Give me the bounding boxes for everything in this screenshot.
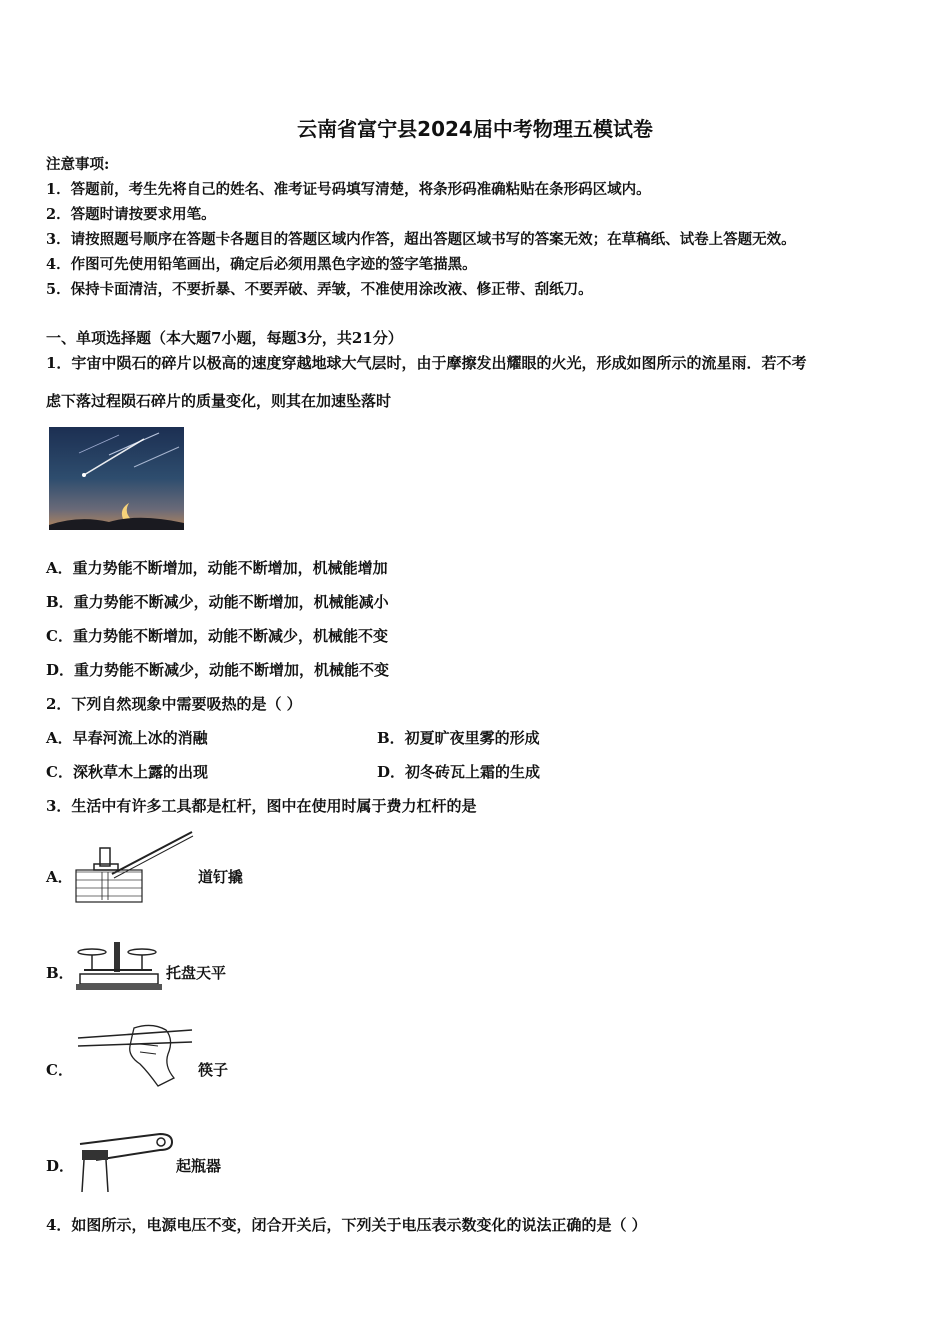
notice-heading: 注意事项:	[46, 156, 110, 173]
chopsticks-illustration	[74, 1020, 194, 1092]
q1-option-a: A．重力势能不断增加，动能不断增加，机械能增加	[46, 559, 388, 577]
q3-option-b-letter: B．	[46, 964, 74, 982]
notice-item-4: 4．作图可先使用铅笔画出，确定后必须用黑色字迹的签字笔描黑。	[46, 256, 477, 273]
q1-stem-line2: 虑下落过程陨石碎片的质量变化，则其在加速坠落时	[46, 392, 392, 410]
q3-option-a-letter: A．	[46, 868, 73, 886]
balance-scale-illustration	[74, 936, 164, 996]
meteor-shower-image	[49, 427, 184, 530]
q2-option-d: D．初冬砖瓦上霜的生成	[377, 763, 541, 781]
q2-option-c: C．深秋草木上露的出现	[46, 763, 208, 781]
page-title: 云南省富宁县2024届中考物理五模试卷	[297, 117, 653, 141]
q1-option-d: D．重力势能不断减少，动能不断增加，机械能不变	[46, 661, 390, 679]
notice-item-5: 5．保持卡面清洁，不要折暴、不要弄破、弄皱，不准使用涂改液、修正带、刮纸刀。	[46, 281, 593, 298]
q2-stem: 2．下列自然现象中需要吸热的是（ ）	[46, 695, 302, 713]
q1-option-b: B．重力势能不断减少，动能不断增加，机械能减小	[46, 593, 389, 611]
crowbar-illustration	[72, 826, 197, 906]
notice-item-2: 2．答题时请按要求用笔。	[46, 206, 216, 223]
q4-stem: 4．如图所示，电源电压不变，闭合开关后，下列关于电压表示数变化的说法正确的是（ ）	[46, 1216, 647, 1234]
section-heading: 一、单项选择题（本大题7小题，每题3分，共21分）	[46, 329, 403, 347]
q2-option-b: B．初夏旷夜里雾的形成	[377, 729, 540, 747]
bottle-opener-illustration	[72, 1126, 177, 1194]
q3-option-b-name: 托盘天平	[166, 964, 227, 982]
q3-option-d-name: 起瓶器	[176, 1157, 222, 1175]
q2-option-a: A．早春河流上冰的消融	[46, 729, 208, 747]
notice-item-3: 3．请按照题号顺序在答题卡各题目的答题区域内作答，超出答题区域书写的答案无效；在草稿纸、试卷上答题无效。	[46, 231, 796, 248]
q3-stem: 3．生活中有许多工具都是杠杆，图中在使用时属于费力杠杆的是	[46, 797, 477, 815]
q3-option-c-letter: C．	[46, 1061, 73, 1079]
q1-stem-line1: 1．宇宙中陨石的碎片以极高的速度穿越地球大气层时，由于摩擦发出耀眼的火光，形成如图所示的流星雨．若不考	[46, 354, 807, 372]
q3-option-a-name: 道钉撬	[198, 868, 244, 886]
q1-option-c: C．重力势能不断增加，动能不断减少，机械能不变	[46, 627, 388, 645]
notice-item-1: 1．答题前，考生先将自己的姓名、准考证号码填写清楚，将条形码准确粘贴在条形码区域内。	[46, 181, 651, 198]
q3-option-c-name: 筷子	[198, 1061, 229, 1079]
q3-option-d-letter: D．	[46, 1157, 75, 1175]
